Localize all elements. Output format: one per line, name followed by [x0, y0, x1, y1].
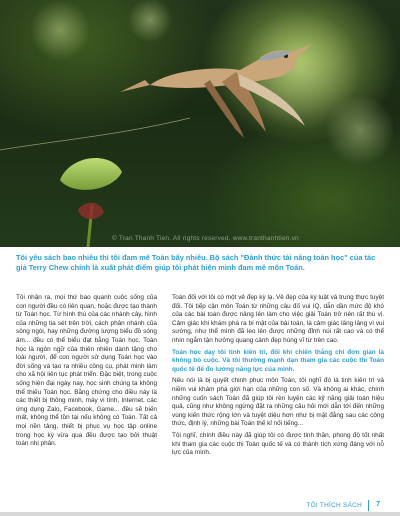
hero-photo: [0, 0, 400, 247]
right-paragraph-3: Nếu nói là bị quyết chinh phục môn Toán, tôi nghĩ đó là tinh kiên trì và niềm vui khám phá giới hạn của những con số. Và không ai khác, chính những cuốn sách Toán đã giúp tôi rèn luyện các kỹ năng giải toán hiệu quả, cũng như không ngừng đặt ra những câu hỏi mới dẫn tới đến những vùng kiến thức rộng lớn và tuyệt diệu hơn như bị mặt đằng sau các công thức, định lý, những bài Toán thế kỉ nối tiếng...: [172, 377, 384, 428]
footer-separator: [368, 500, 369, 511]
footer-rule: [0, 512, 400, 516]
bird-photo-illustration: [0, 0, 400, 247]
left-column: [16, 294, 157, 452]
page-footer: [0, 497, 400, 516]
right-paragraph-1: Toán đối với tôi có một vẻ đẹp kỳ lạ. Vẻ đẹp của kỳ luật và trung thực tuyệt đối. Tôi tiếp cận môn Toán từ những câu đố vui IQ, dẫn dần mức độ khó của các bài toán được nâng lên làm cho việc giải Toán trở nên rất thú vị. Cảm giác khi khám phá ra bí mật của bài toán, là cảm giác lâng lâng vì vui sướng, như thể mình đã leo lên được những đỉnh núi rất cao và có thể nhìn ngắm tận hưởng quang cảnh đẹp hùng vĩ từ trên cao.: [172, 294, 384, 344]
right-column: [172, 294, 384, 461]
left-paragraph: Tôi nhận ra, mọi thứ bao quanh cuộc sống của con người đều có liên quan, hoặc được tạo thành từ Toán học. Từ hình thù của các nhành cây, hình của những tia sét trên trời, cách phân nhánh của sông ngòi, hay những đường lượng biểu đồ sóng âm... đều có thể biểu đạt bằng Toán học. Toán học là ngôn ngữ của thiên nhiên dành tặng cho loài người, để con người sử dụng Toán học vào đời sống và tạo ra nhiều công cụ, phát minh làm cho xã hội liên tục phát triển. Đặc biệt, trong cuộc sống hiện đại ngày nay, học sinh chúng ta không thể thiếu Toán học. Bằng chứng cho điều này là các thiết bị thông minh, máy vi tính, Internet, các ứng dụng Zalo, Facebook, Game... đều sẽ biến mất, không thể tồn tại nếu không có Toán. Tất cả mọi nền tảng, thiết bị phục vụ học tập online trong học kỳ vừa qua đều được tạo bởi thuật toán nhị phân.: [16, 294, 157, 448]
article-lead: Tôi yêu sách bao nhiêu thì tôi đam mê Toán bấy nhiêu. Bộ sách "Đánh thức tài năng toán học" của tác giả Terry Chew chính là xuất phát điểm giúp tôi phát hiện mình đam mê môn Toán.: [16, 253, 376, 272]
right-paragraph-highlight: Toán học dạy tôi tính kiên trì, đối khi chiến thắng chỉ đơn giản là không bỏ cuộc. Và tôi thường mạnh dạn tham gia các cuộc thi Toán quốc tế để đo lường năng lực của mình.: [172, 348, 384, 373]
footer-section-label: TÔI THÍCH SÁCH: [306, 502, 362, 509]
page-number: 7: [376, 501, 380, 508]
photo-watermark: © Tran Thanh Tien. All rights reserved. www.tranthanhtien.vn: [112, 235, 299, 242]
right-paragraph-4: Tôi nghĩ, chính điều này đã giúp tôi có được tinh thần, phong độ tốt nhất khi tham gia các cuộc thi Toán quốc tế và có thành tích xứng đáng với nỗ lực của mình.: [172, 431, 384, 457]
